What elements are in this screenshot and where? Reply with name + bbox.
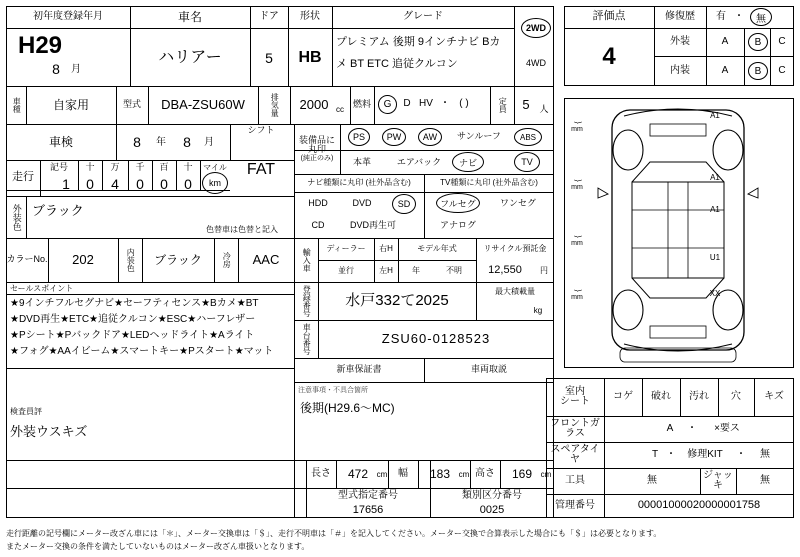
capacity-unit: 人 [539, 104, 549, 115]
reg-no-value: 水戸332て2025 [345, 292, 449, 310]
height-value: 169 [511, 466, 533, 481]
spare-tire-dot2: ・ [736, 448, 746, 460]
footer-line-1: 走行距離の記号欄にメーター改ざん車には「＊」、メーター交換車は「＄」、走行不明車は「＃」を記入してください。メーター交換で合算表示した場合にも「＄」は必要となります。 [6, 528, 662, 538]
exterior-color-value: ブラック [32, 203, 84, 219]
drive-4wd: 4WD [526, 58, 546, 69]
nav-dvd: DVD [352, 198, 372, 209]
seat-item-yogore: 汚れ [689, 390, 709, 402]
fuel-option-hv: HV [419, 98, 433, 110]
parallel-label: 並行 [338, 265, 354, 275]
mileage-digit-4: 0 [160, 175, 168, 192]
spare-tire-dot1: ・ [666, 448, 676, 460]
use-value: 自家用 [52, 97, 89, 112]
mileage-digit-5: 0 [184, 175, 192, 192]
model-label: 型式 [122, 99, 141, 110]
mileage-unit-3: 百 [159, 162, 169, 173]
tv-fullseg: フルセグ [436, 193, 480, 213]
first-reg-month: 8 [52, 60, 60, 77]
exterior-grade-b: B [748, 33, 768, 51]
repair-dot: ・ [734, 10, 744, 22]
equip-sunroof: サンルーフ [457, 131, 501, 142]
fuel-option-other: ( ) [459, 98, 469, 110]
model-year-unit: 年 [412, 265, 420, 275]
nav-type-label: ナビ種類に丸印 (社外品含む) [307, 177, 411, 187]
exterior-grade-c: C [778, 35, 786, 47]
class-no-value: 0025 [479, 504, 505, 517]
sales-line-2: ★Pシート★Pバックドア★LEDヘッドライト★Aライト [10, 329, 255, 341]
mileage-digit-1: 0 [86, 175, 94, 192]
width-value: 183 [429, 466, 451, 481]
width-label: 幅 [398, 467, 408, 479]
repair-history-label: 修復歴 [665, 10, 695, 22]
color-no-value: 202 [72, 252, 94, 268]
tools-label: 工具 [565, 474, 585, 486]
left-hand-label: 左H [379, 265, 393, 275]
shift-label: シフト [247, 125, 275, 136]
mile-label: マイル [203, 162, 227, 172]
seat-item-yabure: 破れ [651, 390, 671, 402]
inspect-month: 8 [183, 133, 191, 150]
shift-value: FAT [246, 160, 276, 178]
caution-label: 注意事項・不具合箇所 [298, 387, 368, 395]
doors-label: ドア [259, 10, 279, 22]
equip-leather: 本革 [352, 157, 371, 168]
front-glass-dot: ・ [687, 422, 697, 434]
inspect-year: 8 [133, 133, 141, 150]
exterior-color-label: 外装色 [11, 203, 22, 231]
repair-yes: 有 [716, 10, 726, 22]
right-hand-label: 右H [379, 243, 393, 253]
diagram-mark-a1-2: A1 [710, 204, 720, 214]
mileage-digit-0: 1 [62, 175, 70, 192]
fuel-option-g: G [378, 95, 397, 114]
reg-no-label: 登録番号 [302, 285, 312, 317]
inspector-label: 検査員評 [10, 406, 42, 416]
max-load-label: 最大積載量 [495, 286, 535, 296]
type-cert-value: 17656 [352, 504, 384, 517]
grade-line1: プレミアム 後期 9インチナビ Bカ [336, 36, 501, 49]
mileage-unit-1: 万 [110, 162, 120, 173]
equip-ps: PS [348, 128, 370, 146]
inspector-value: 外装ウスキズ [10, 424, 88, 440]
diagram-mark-a1-1: A1 [710, 172, 720, 182]
tools-none: 無 [647, 474, 657, 486]
diagram-mark-a1-0: A1 [710, 110, 720, 120]
mileage-label: 走行 [12, 171, 34, 184]
capacity-label: 定員 [498, 97, 508, 113]
mileage-mark-label: 記号 [49, 162, 68, 173]
interior-grade-c: C [778, 64, 786, 76]
mileage-digit-3: 0 [136, 175, 144, 192]
recycle-unit: 円 [540, 265, 548, 275]
ac-label: 冷房 [222, 252, 232, 268]
spare-tire-t: T [651, 448, 659, 460]
equip-tv: TV [514, 152, 540, 172]
height-unit: cm [540, 469, 552, 479]
displacement-label: 排気量 [270, 93, 280, 117]
car-name-label: 車名 [177, 9, 202, 24]
fuel-label: 燃料 [352, 99, 371, 110]
car-diagram [564, 98, 794, 368]
seat-item-kizu: キズ [764, 390, 784, 402]
length-unit: cm [376, 469, 388, 479]
score-label: 評価点 [592, 10, 626, 23]
interior-grade-b: B [748, 62, 768, 80]
exterior-grade-label: 外装 [670, 35, 690, 47]
length-label: 長さ [311, 467, 331, 479]
equip-aw: AW [418, 128, 442, 146]
mileage-km-unit: km [202, 172, 228, 194]
vehicle-manual-label: 車両取説 [470, 364, 507, 375]
displacement-unit: cc [336, 104, 344, 114]
tv-oneseg: ワンセグ [499, 198, 536, 209]
mileage-unit-0: 十 [85, 162, 95, 173]
first-reg-label: 初年度登録年月 [33, 10, 103, 22]
nav-hdd: HDD [308, 198, 328, 209]
diagram-mm-0: } mm [571, 121, 583, 133]
shape-value: HB [298, 48, 322, 66]
equip-airbag: エアバック [396, 157, 442, 168]
inspect-year-unit: 年 [156, 136, 166, 148]
diagram-mark-u1: U1 [709, 252, 721, 262]
nav-dvd-play: DVD再生可 [349, 220, 396, 231]
use-label: 車種 [12, 97, 22, 113]
car-name-value: ハリアー [158, 48, 222, 66]
nav-cd: CD [311, 220, 325, 231]
footer-line-2: またメーター交換の条件を満たしていないものはメーター改ざん車扱いとなります。 [6, 541, 310, 551]
inspect-month-unit: 月 [204, 136, 214, 148]
score-value: 4 [602, 43, 616, 71]
mileage-unit-4: 十 [183, 162, 193, 173]
doors-value: 5 [265, 49, 273, 66]
tv-type-label: TV種類に丸印 (社外品含む) [440, 177, 538, 187]
chassis-label: 車台番号 [302, 323, 312, 355]
grade-line2: メ BT ETC 追従クルコン [336, 58, 458, 71]
chassis-value: ZSU60-0128523 [381, 331, 491, 347]
equipment-marked-label: 装備品に 丸印 (純正のみ) [298, 134, 335, 162]
mgmt-no-value: 00001000020000001758 [637, 499, 761, 512]
width-unit: cm [458, 469, 470, 479]
diagram-mm-1: } mm [571, 179, 583, 191]
fuel-option-d: D [403, 98, 411, 110]
diagram-mark-xx: XX [709, 288, 721, 298]
repair-no: 無 [750, 8, 772, 26]
mileage-unit-2: 千 [135, 162, 145, 173]
new-car-cert-label: 新車保証書 [336, 364, 382, 375]
seat-item-ana: 穴 [731, 390, 741, 402]
recycle-label: リサイクル預託金 [483, 243, 547, 253]
seat-item-koge: コゲ [613, 390, 633, 402]
displacement-value: 2000 [299, 97, 329, 113]
interior-color-value: ブラック [154, 252, 202, 267]
model-value: DBA-ZSU60W [161, 97, 245, 113]
sales-line-3: ★フォグ★AAイビーム★スマートキー★Pスタート★マット [10, 345, 274, 357]
diagram-mm-3: } mm [571, 289, 583, 301]
length-value: 472 [347, 466, 369, 481]
capacity-value: 5 [522, 97, 530, 113]
mileage-digit-2: 4 [111, 175, 119, 192]
interior-seat-label: 室内 シート [560, 385, 590, 407]
inspection-label: 車検 [48, 134, 73, 149]
interior-color-label: 内装色 [126, 248, 136, 272]
exterior-grade-a: A [721, 35, 729, 47]
mgmt-no-label: 管理番号 [555, 499, 595, 511]
equip-pw: PW [382, 128, 406, 146]
diagram-mm-2: } mm [571, 235, 583, 247]
interior-grade-label: 内装 [670, 64, 690, 76]
jack-none: 無 [760, 474, 770, 486]
spare-tire-none: 無 [760, 448, 770, 460]
sales-title: セールスポイント [10, 283, 74, 293]
equip-abs: ABS [514, 128, 542, 146]
caution-value: 後期(H29.6～MC) [300, 400, 395, 415]
type-cert-label: 型式指定番号 [338, 489, 398, 501]
color-no-label: カラーNo. [6, 254, 48, 265]
equip-navi: ナビ [452, 152, 484, 172]
nav-sd: SD [392, 194, 416, 214]
ac-value: AAC [252, 252, 280, 268]
recycle-value: 12,550 [488, 264, 522, 277]
jack-label: ジャッキ [703, 469, 733, 491]
model-year-label: モデル年式 [417, 243, 457, 253]
front-glass-x: ×要ス [714, 422, 740, 434]
model-year-unknown: 不明 [446, 265, 462, 275]
drive-2wd: 2WD [521, 18, 551, 38]
grade-label: グレード [403, 10, 443, 22]
shape-label: 形状 [300, 10, 320, 22]
fuel-option-dot: ・ [440, 98, 450, 110]
color-change-note: 色替車は色替と記入 [206, 224, 278, 234]
sales-line-1: ★DVD再生★ETC★追従クルコン★ESC★ハーフレザー [10, 313, 256, 325]
class-no-label: 類別区分番号 [462, 489, 522, 501]
dealer-label: ディーラー [326, 243, 366, 253]
tv-analog: アナログ [439, 220, 476, 231]
front-glass-label: フロントガラス [550, 417, 600, 439]
max-load-unit: kg [533, 305, 543, 315]
first-reg-month-unit: 月 [71, 63, 81, 75]
spare-tire-kit: 修理KIT [687, 448, 723, 460]
first-reg-era: H29 [17, 32, 63, 60]
spare-tire-label: スペアタイヤ [550, 443, 600, 465]
sales-line-0: ★9インチフルセグナビ★セーフティセンス★Bカメ★BT [10, 297, 259, 309]
front-glass-a: A [666, 422, 674, 434]
import-label: 輸入車 [302, 248, 312, 272]
height-label: 高さ [475, 467, 495, 479]
interior-grade-a: A [721, 64, 729, 76]
